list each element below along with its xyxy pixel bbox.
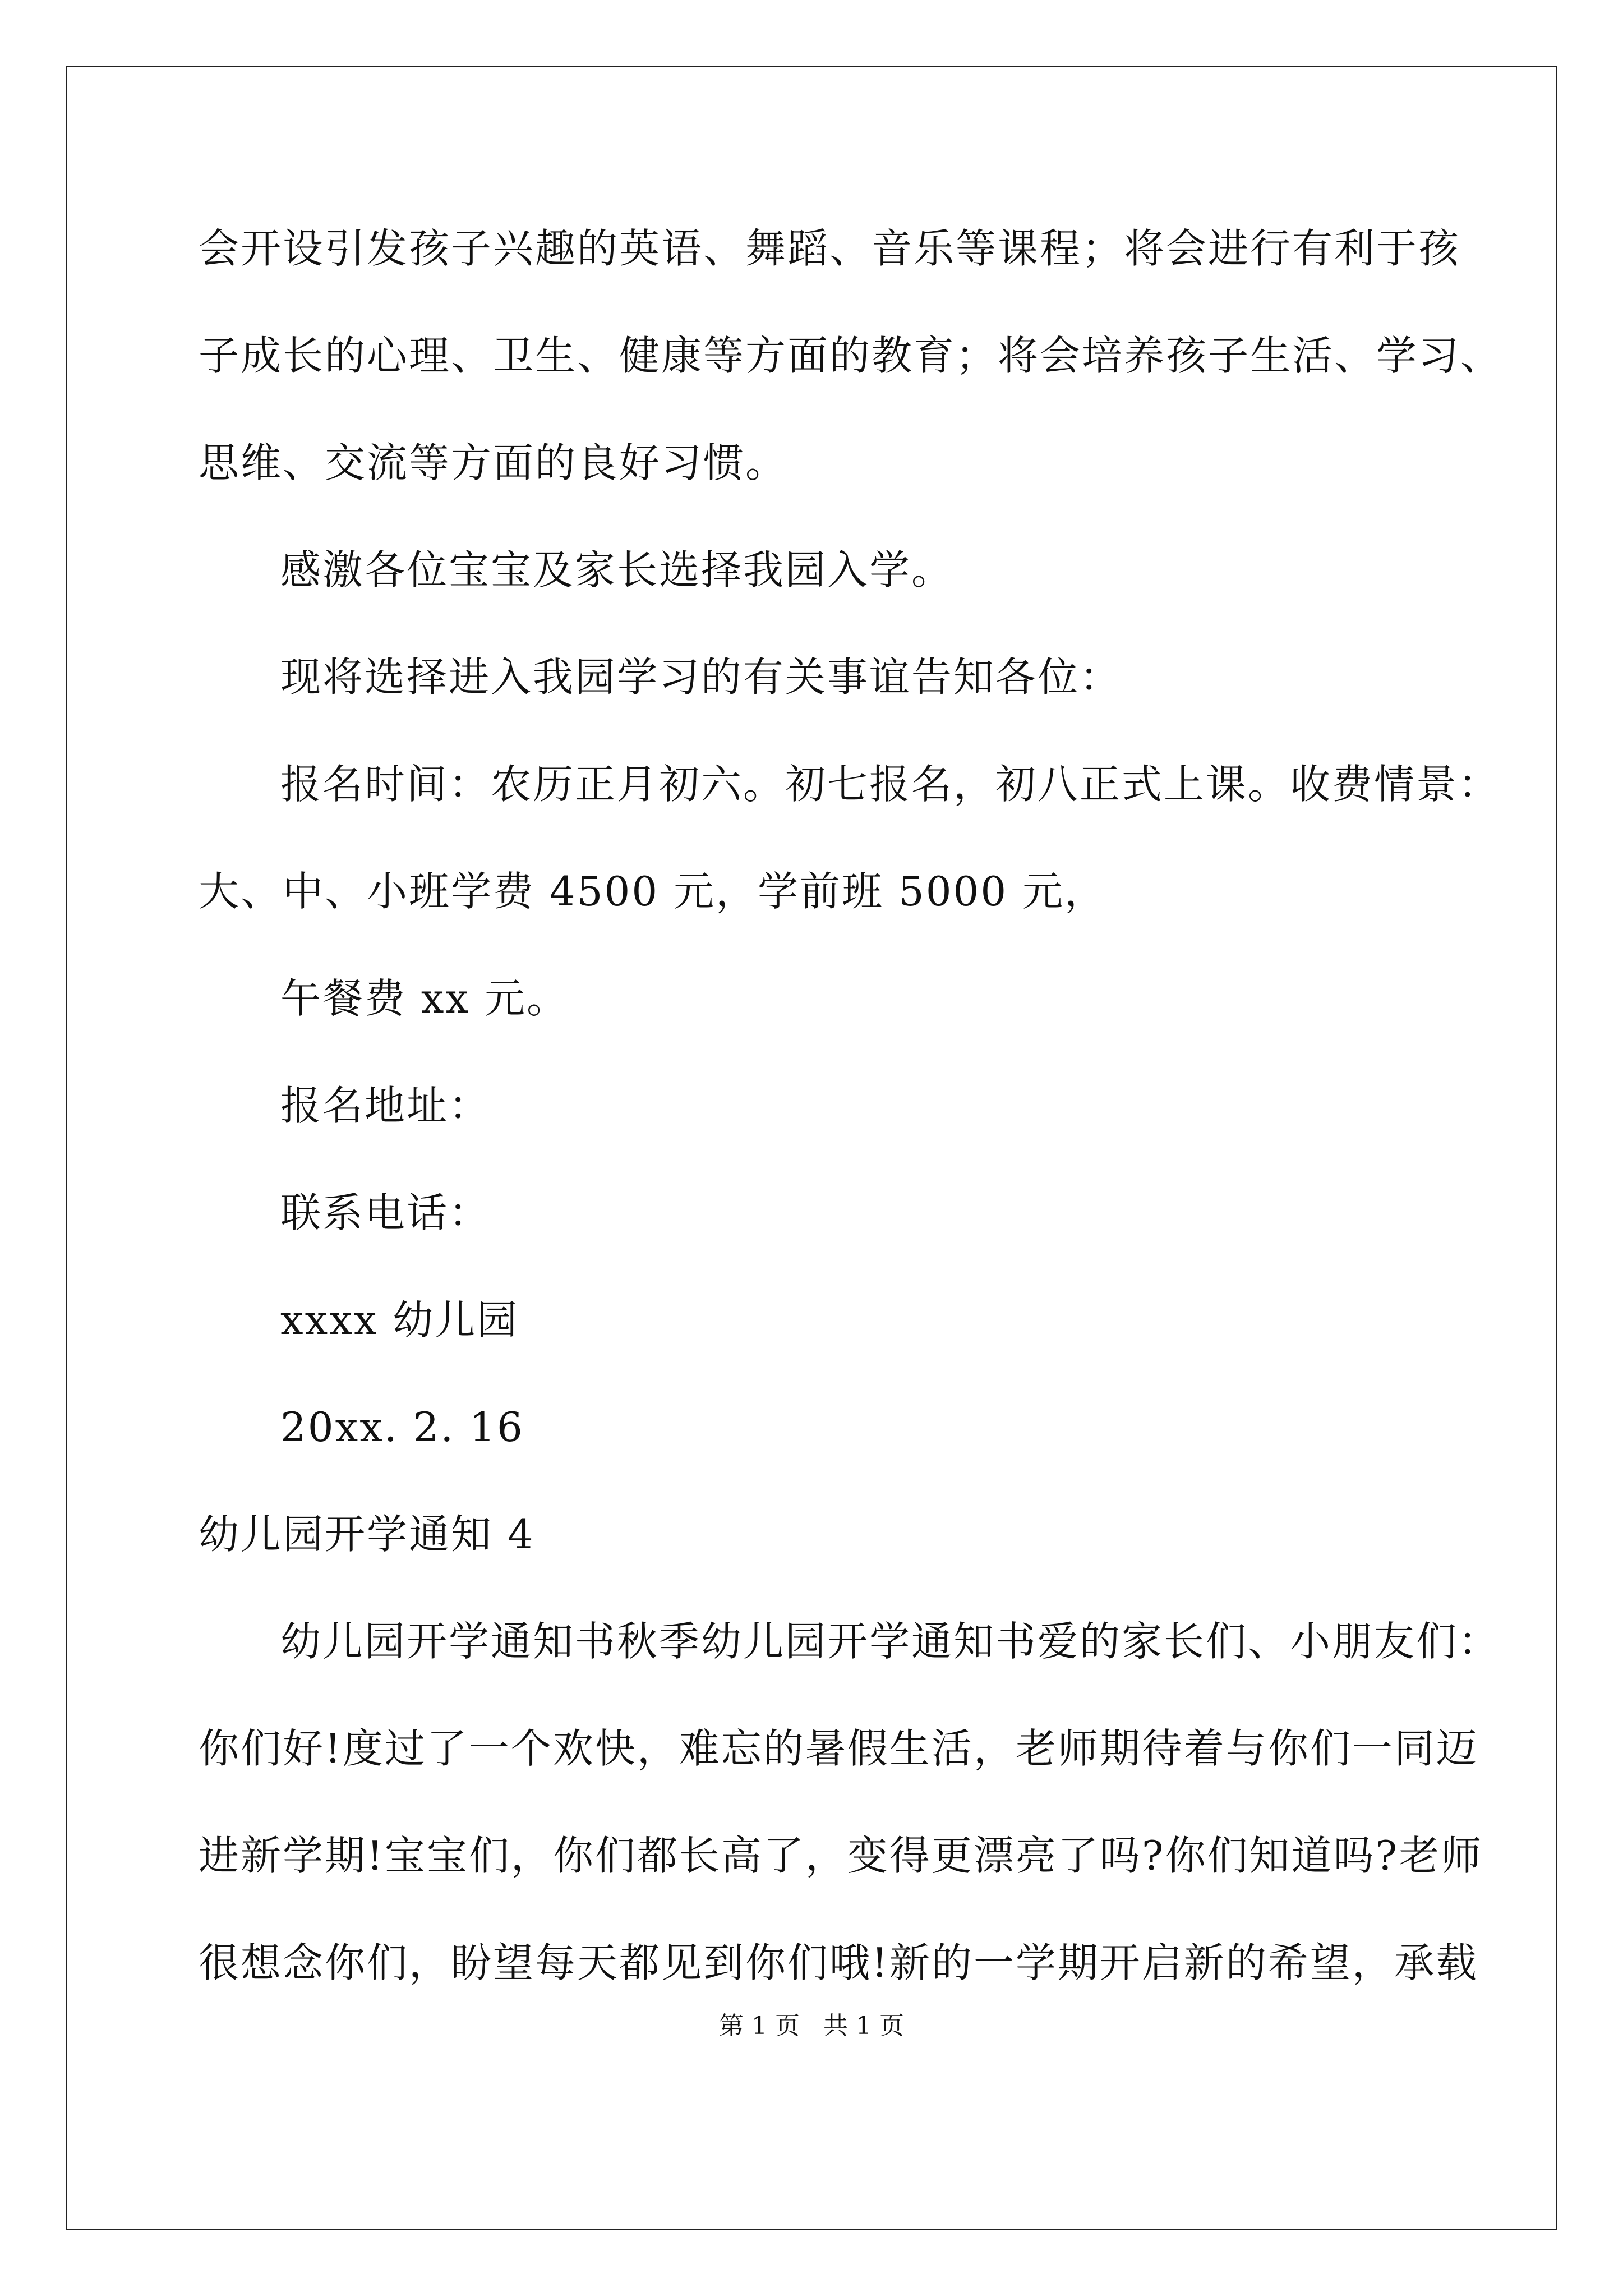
body-line-16: 进新学期!宝宝们，你们都长高了，变得更漂亮了吗?你们知道吗?老师 xyxy=(199,1832,1483,1879)
page-border xyxy=(66,66,1557,2230)
body-line-2: 子成长的心理、卫生、健康等方面的教育；将会培养孩子生活、学习、 xyxy=(199,332,1503,379)
body-line-17: 很想念你们，盼望每天都见到你们哦!新的一学期开启新的希望，承载 xyxy=(199,1939,1478,1986)
body-line-14: 幼儿园开学通知书秋季幼儿园开学通知书爱的家长们、小朋友们： xyxy=(280,1618,1501,1665)
body-line-1: 会开设引发孩子兴趣的英语、舞蹈、音乐等课程；将会进行有利于孩 xyxy=(199,225,1461,272)
body-line-10: 联系电话： xyxy=(280,1189,491,1236)
section-heading: 幼儿园开学通知 4 xyxy=(199,1511,535,1558)
body-line-3: 思维、交流等方面的良好习惯。 xyxy=(199,439,788,486)
body-line-15: 你们好!度过了一个欢快，难忘的暑假生活，老师期待着与你们一同迈 xyxy=(199,1725,1478,1772)
body-line-8: 午餐费 xx 元。 xyxy=(280,975,569,1022)
page-footer: 第 1 页 共 1 页 xyxy=(719,2012,904,2040)
body-line-6: 报名时间：农历正月初六。初七报名，初八正式上课。收费情景： xyxy=(280,761,1501,808)
body-line-12: 20xx. 2. 16 xyxy=(280,1404,524,1451)
body-line-4: 感激各位宝宝及家长选择我园入学。 xyxy=(280,546,954,593)
body-line-9: 报名地址： xyxy=(280,1082,491,1129)
body-line-11: xxxx 幼儿园 xyxy=(280,1296,519,1343)
body-line-7: 大、中、小班学费 4500 元，学前班 5000 元， xyxy=(199,868,1107,915)
body-line-5: 现将选择进入我园学习的有关事谊告知各位： xyxy=(280,654,1122,701)
